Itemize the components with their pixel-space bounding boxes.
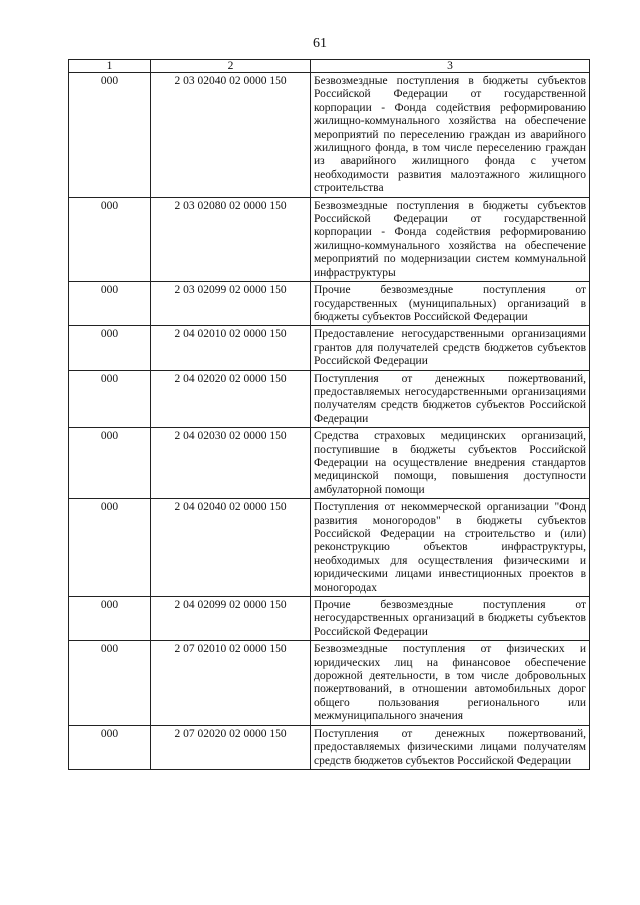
description-cell: Средства страховых медицинских организаций, поступившие в бюджеты субъектов Российской Федерации на осуществление внедрения стандартов медицинской помощи, повышения доступности амбулаторной помощи [311,428,590,499]
table-row [69,326,590,370]
table-row [69,428,590,499]
column-header-code: 2 [151,60,311,73]
description-cell: Безвозмездные поступления от физических и юридических лиц на финансовое обеспечение дорожной деятельности, в том числе добровольных пожертвований, в отношении автомобильных дорог общего пользования регионального или межмуниципального значения [311,641,590,725]
table-row [69,725,590,769]
table-body [69,73,590,770]
budget-code-cell: 2 03 02080 02 0000 150 [151,197,311,281]
table-row [69,641,590,725]
admin-code-cell: 000 [69,725,151,769]
admin-code-cell: 000 [69,197,151,281]
budget-code-cell: 2 04 02099 02 0000 150 [151,597,311,641]
table-row [69,597,590,641]
admin-code-cell: 000 [69,73,151,198]
table-row [69,197,590,281]
admin-code-cell: 000 [69,370,151,428]
budget-code-cell: 2 03 02040 02 0000 150 [151,73,311,198]
budget-code-cell: 2 07 02010 02 0000 150 [151,641,311,725]
description-cell: Безвозмездные поступления в бюджеты субъектов Российской Федерации от государственной корпорации - Фонда содействия реформированию жилищно-коммунального хозяйства на обеспечение мероприятий по модернизации систем коммунальной инфраструктуры [311,197,590,281]
table-row [69,370,590,428]
column-header-admin: 1 [69,60,151,73]
table-row [69,73,590,198]
admin-code-cell: 000 [69,428,151,499]
budget-code-cell: 2 04 02010 02 0000 150 [151,326,311,370]
admin-code-cell: 000 [69,641,151,725]
budget-code-cell: 2 04 02040 02 0000 150 [151,499,311,597]
column-header-description: 3 [311,60,590,73]
description-cell: Поступления от денежных пожертвований, предоставляемых физическими лицами получателям средств бюджетов субъектов Российской Федерации [311,725,590,769]
admin-code-cell: 000 [69,326,151,370]
budget-classification-table [68,59,590,770]
table-header-row [69,60,590,73]
description-cell: Поступления от денежных пожертвований, предоставляемых негосударственными организациями получателям средств бюджетов субъектов Российской Федерации [311,370,590,428]
description-cell: Предоставление негосударственными организациями грантов для получателей средств бюджетов субъектов Российской Федерации [311,326,590,370]
page-number: 61 [313,36,327,51]
description-cell: Безвозмездные поступления в бюджеты субъектов Российской Федерации от государственной корпорации - Фонда содействия реформированию жилищно-коммунального хозяйства на обеспечение мероприятий по переселению граждан из аварийного жилищного фонда, в том числе переселению граждан из аварийного жилищного фонда с учетом необходимости развития малоэтажного жилищного строительства [311,73,590,198]
description-cell: Прочие безвозмездные поступления от негосударственных организаций в бюджеты субъектов Российской Федерации [311,597,590,641]
table-row [69,282,590,326]
budget-code-cell: 2 07 02020 02 0000 150 [151,725,311,769]
budget-code-cell: 2 03 02099 02 0000 150 [151,282,311,326]
budget-code-cell: 2 04 02030 02 0000 150 [151,428,311,499]
description-cell: Поступления от некоммерческой организации "Фонд развития моногородов" в бюджеты субъектов Российской Федерации на строительство и (или) реконструкцию объектов инфраструктуры, необходимых для осуществления физическими и юридическими лицами инвестиционных проектов в моногородах [311,499,590,597]
description-cell: Прочие безвозмездные поступления от государственных (муниципальных) организаций в бюджеты субъектов Российской Федерации [311,282,590,326]
admin-code-cell: 000 [69,499,151,597]
budget-code-cell: 2 04 02020 02 0000 150 [151,370,311,428]
admin-code-cell: 000 [69,597,151,641]
table-row [69,499,590,597]
admin-code-cell: 000 [69,282,151,326]
